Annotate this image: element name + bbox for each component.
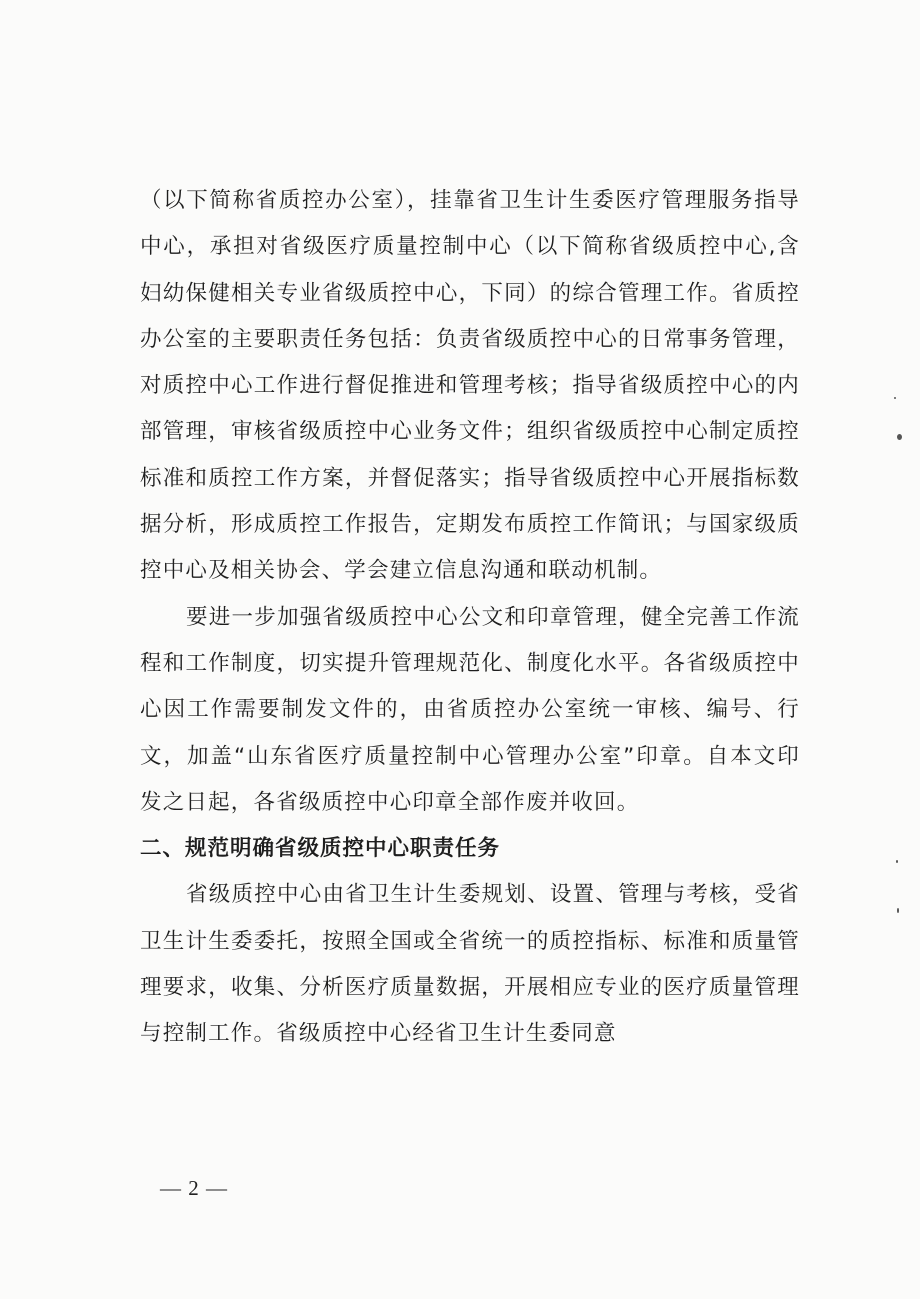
section-heading-2: 二、规范明确省级质控中心职责任务: [140, 836, 501, 862]
scan-speck: [897, 908, 899, 913]
scan-speck: [894, 397, 896, 399]
document-body: [140, 178, 800, 1058]
page-number: — 2 —: [160, 1176, 228, 1200]
paragraph-center-responsibilities: 省级质控中心由省卫生计生委规划、设置、管理与考核，受省卫生计生委委托，按照全国或全省统一的质控指标、标准和质量管理要求，收集、分析医疗质量数据，开展相应专业的医疗质量管理与控制工作。省级质控中心经省卫生计生委同意: [140, 882, 800, 1047]
scan-speck: [896, 860, 898, 863]
scan-speck: [897, 434, 902, 440]
paragraph-office-duties: （以下简称省质控办公室），挂靠省卫生计生委医疗管理服务指导中心，承担对省级医疗质量控制中心（以下简称省级质控中心,含妇幼保健相关专业省级质控中心，下同）的综合管理工作。省质控办公室的主要职责任务包括：负责省级质控中心的日常事务管理，对质控中心工作进行督促推进和管理考核；指导省级质控中心的内部管理，审核省级质控中心业务文件；组织省级质控中心制定质控标准和质控工作方案，并督促落实；指导省级质控中心开展指标数据分析，形成质控工作报告，定期发布质控工作简讯；与国家级质控中心及相关协会、学会建立信息沟通和联动机制。: [140, 188, 800, 584]
paragraph-seal-management: 要进一步加强省级质控中心公文和印章管理，健全完善工作流程和工作制度，切实提升管理规范化、制度化水平。各省级质控中心因工作需要制发文件的，由省质控办公室统一审核、编号、行文，加盖“山东省医疗质量控制中心管理办公室”印章。自本文印发之日起，各省级质控中心印章全部作废并收回。: [140, 604, 800, 815]
